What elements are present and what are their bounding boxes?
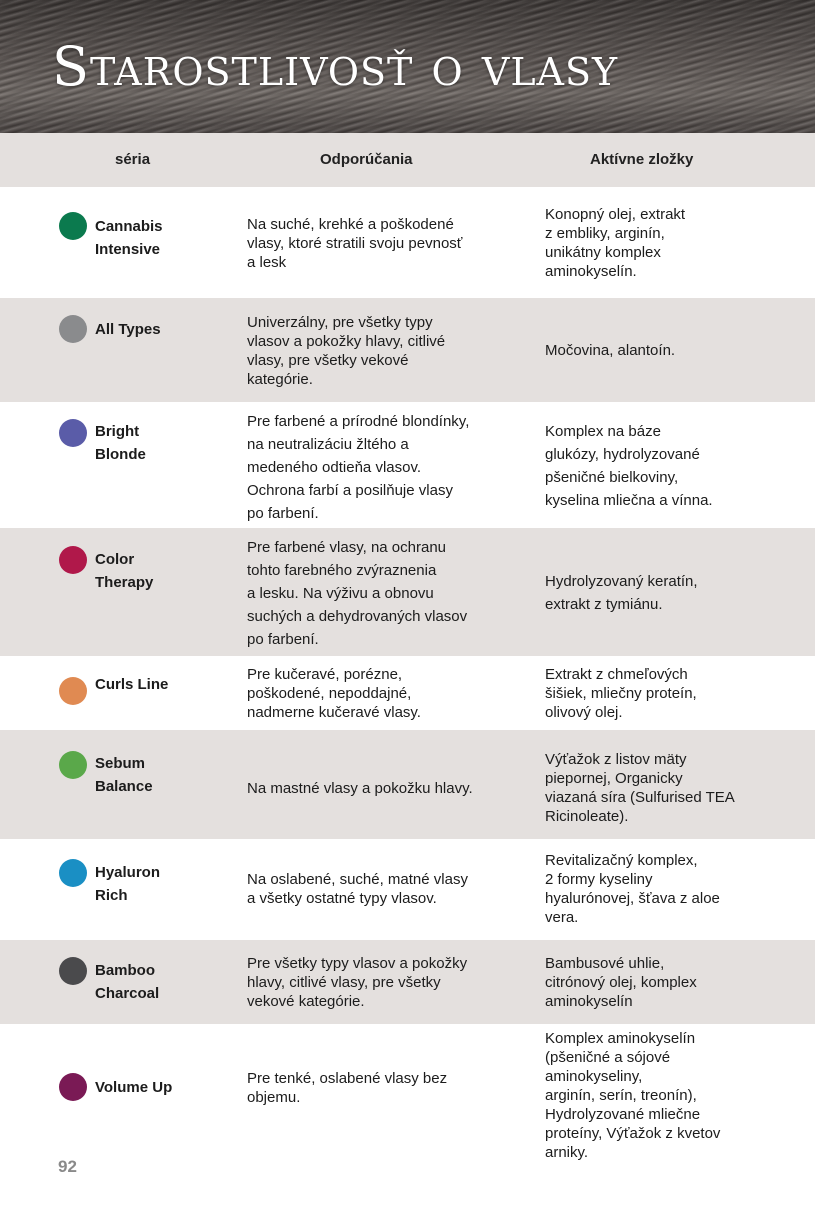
color-dot-icon bbox=[59, 677, 87, 705]
series-name: Bamboo Charcoal bbox=[95, 962, 160, 1002]
ingredients-text: Močovina, alantoín. bbox=[545, 342, 676, 359]
ingredients-text: Bambusové uhlie, citrónový olej, komplex aminokyselín bbox=[545, 955, 697, 1010]
color-dot-icon bbox=[59, 751, 87, 779]
color-dot-icon bbox=[59, 957, 87, 985]
series-name: All Types bbox=[95, 321, 161, 338]
ingredients-text: Revitalizačný komplex, 2 formy kyseliny hyalurónovej, šťava z aloe vera. bbox=[545, 852, 720, 926]
table-row bbox=[0, 402, 815, 528]
recommendation-text: Pre farbené a prírodné blondínky, na neutralizáciu žltého a medeného odtieňa vlasov. Ochrona farbí a posilňuje vlasy po farbení. bbox=[247, 413, 470, 522]
recommendation-text: Na mastné vlasy a pokožku hlavy. bbox=[247, 780, 473, 797]
table-row bbox=[0, 839, 815, 940]
recommendation-text: Pre kučeravé, porézne, poškodené, nepoddajné, nadmerne kučeravé vlasy. bbox=[247, 666, 421, 721]
color-dot-icon bbox=[59, 315, 87, 343]
series-name: Sebum Balance bbox=[95, 755, 153, 795]
series-name: Cannabis Intensive bbox=[95, 218, 163, 258]
series-name: Bright Blonde bbox=[95, 423, 146, 463]
series-name: Volume Up bbox=[95, 1079, 173, 1096]
ingredients-text: Extrakt z chmeľových šišiek, mliečny proteín, olivový olej. bbox=[545, 666, 697, 721]
recommendation-text: Na suché, krehké a poškodené vlasy, ktoré stratili svoju pevnosť a lesk bbox=[247, 216, 463, 271]
color-dot-icon bbox=[59, 859, 87, 887]
page-title: Starostlivosť o vlasy bbox=[52, 35, 619, 98]
color-dot-icon bbox=[59, 1073, 87, 1101]
recommendation-text: Pre farbené vlasy, na ochranu tohto farebného zvýraznenia a lesku. Na výživu a obnovu suchých a dehydrovaných vlasov po farbení. bbox=[247, 539, 468, 648]
color-dot-icon bbox=[59, 546, 87, 574]
table-row bbox=[0, 730, 815, 839]
table-row bbox=[0, 528, 815, 656]
color-dot-icon bbox=[59, 212, 87, 240]
ingredients-text: Komplex aminokyselín (pšeničné a sójové aminokyseliny, arginín, serín, treonín), Hydrolyzované mliečne proteíny, Výťažok z kvetov arniky. bbox=[545, 1030, 721, 1161]
ingredients-text: Výťažok z listov mäty piepornej, Organicky viazaná síra (Sulfurised TEA Ricinoleate). bbox=[545, 751, 735, 825]
ingredients-text: Komplex na báze glukózy, hydrolyzované pšeničné bielkoviny, kyselina mliečna a vínna. bbox=[545, 423, 713, 509]
ingredients-text: Konopný olej, extrakt z embliky, arginín, unikátny komplex aminokyselín. bbox=[545, 206, 686, 280]
color-dot-icon bbox=[59, 419, 87, 447]
hair-texture-banner bbox=[0, 0, 815, 133]
header-recommendations: Odporúčania bbox=[320, 151, 413, 168]
page-number: 92 bbox=[58, 1157, 77, 1176]
table-row bbox=[0, 1024, 815, 1174]
series-name: Curls Line bbox=[95, 676, 169, 693]
recommendation-text: Pre všetky typy vlasov a pokožky hlavy, citlivé vlasy, pre všetky vekové kategórie. bbox=[247, 955, 468, 1010]
recommendation-text: Pre tenké, oslabené vlasy bez objemu. bbox=[247, 1070, 448, 1106]
series-name: Hyaluron Rich bbox=[95, 864, 161, 904]
header-series: séria bbox=[115, 151, 151, 168]
table-row bbox=[0, 940, 815, 1024]
recommendation-text: Univerzálny, pre všetky typy vlasov a pokožky hlavy, citlivé vlasy, pre všetky vekové kategórie. bbox=[247, 314, 446, 388]
series-name: Color Therapy bbox=[95, 551, 154, 591]
table-header bbox=[0, 133, 815, 187]
table-row bbox=[0, 187, 815, 298]
table-row bbox=[0, 656, 815, 730]
ingredients-text: Hydrolyzovaný keratín, extrakt z tymiánu. bbox=[545, 573, 698, 613]
table-row bbox=[0, 298, 815, 402]
header-ingredients: Aktívne zložky bbox=[590, 151, 694, 168]
recommendation-text: Na oslabené, suché, matné vlasy a všetky ostatné typy vlasov. bbox=[247, 871, 468, 907]
